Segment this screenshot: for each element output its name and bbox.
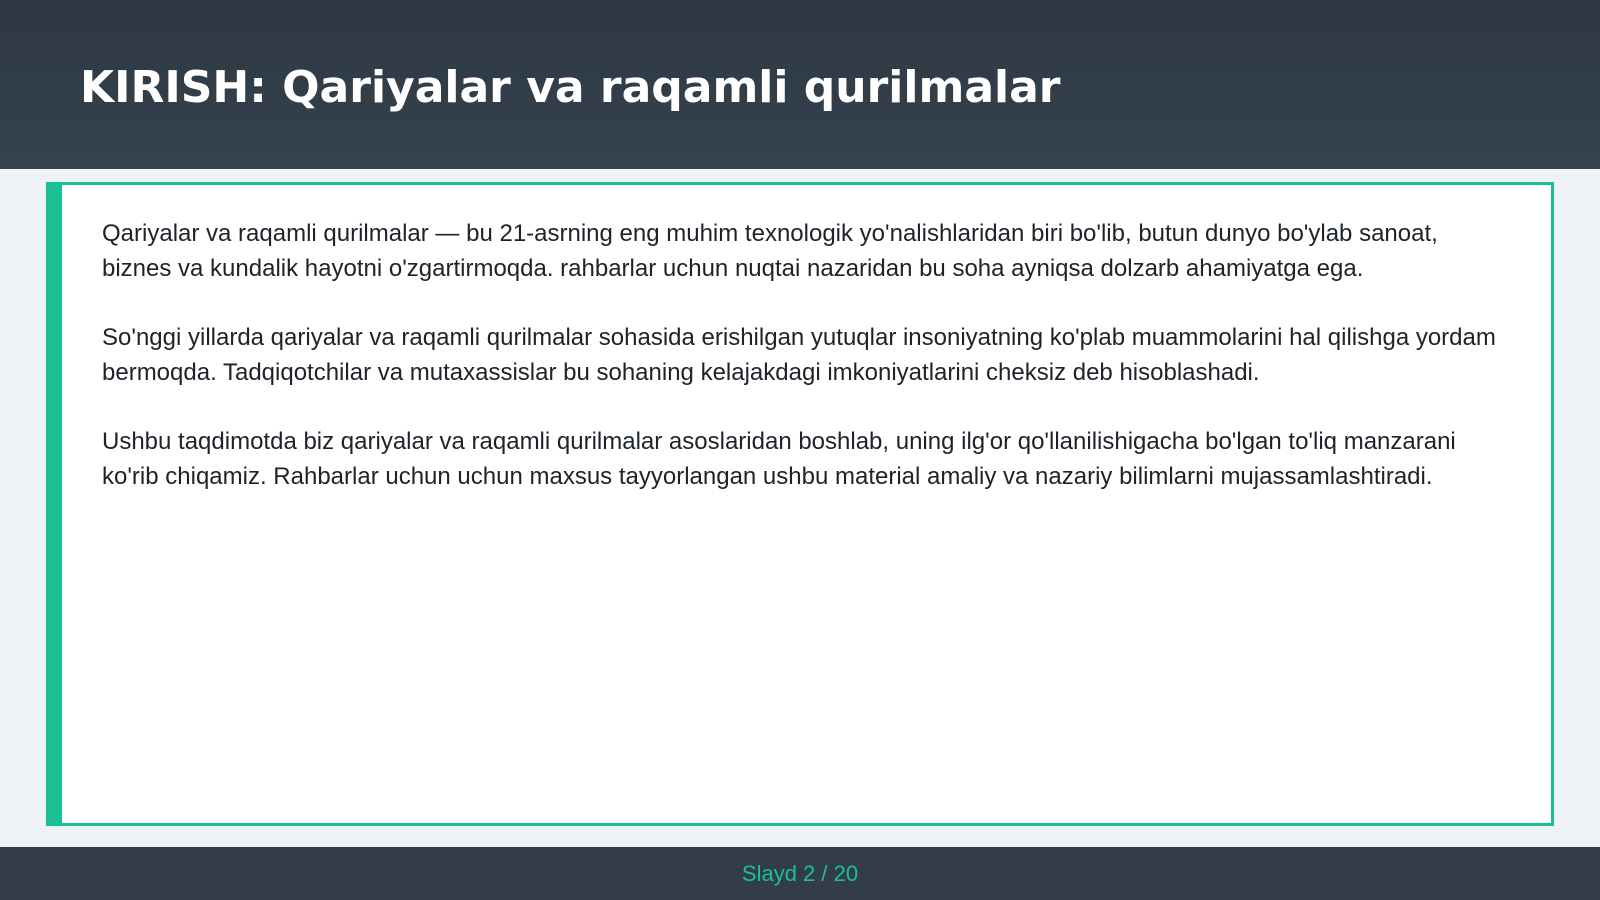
paragraph-2: So'nggi yillarda qariyalar va raqamli qurilmalar sohasida erishilgan yutuqlar insoniyatning ko'plab muammolarini hal qilishga yordam bermoqda. Tadqiqotchilar va mutaxassislar bu sohaning kelajakdagi imkoniyatlarini cheksiz deb hisoblashadi. bbox=[102, 324, 1496, 386]
slide-counter: Slayd 2 / 20 bbox=[741, 860, 859, 886]
content-body bbox=[102, 217, 1512, 529]
slide-footer bbox=[0, 847, 1600, 900]
paragraph-3: Ushbu taqdimotda biz qariyalar va raqamli qurilmalar asoslaridan boshlab, uning ilg'or qo'llanilishigacha bo'lgan to'liq manzarani ko'rib chiqamiz. Rahbarlar uchun uchun maxsus tayyorlangan ushbu material amaliy va nazariy bilimlarni mujassamlashtiradi. bbox=[102, 428, 1456, 490]
slide-title: KIRISH: Qariyalar va raqamli qurilmalar bbox=[80, 62, 1061, 113]
slide-header bbox=[0, 0, 1600, 169]
paragraph-1: Qariyalar va raqamli qurilmalar — bu 21-asrning eng muhim texnologik yo'nalishlaridan biri bo'lib, butun dunyo bo'ylab sanoat, biznes va kundalik hayotni o'zgartirmoqda. rahbarlar uchun nuqtai nazaridan bu soha ayniqsa dolzarb ahamiyatga ega. bbox=[102, 220, 1438, 282]
content-panel bbox=[46, 182, 1554, 826]
